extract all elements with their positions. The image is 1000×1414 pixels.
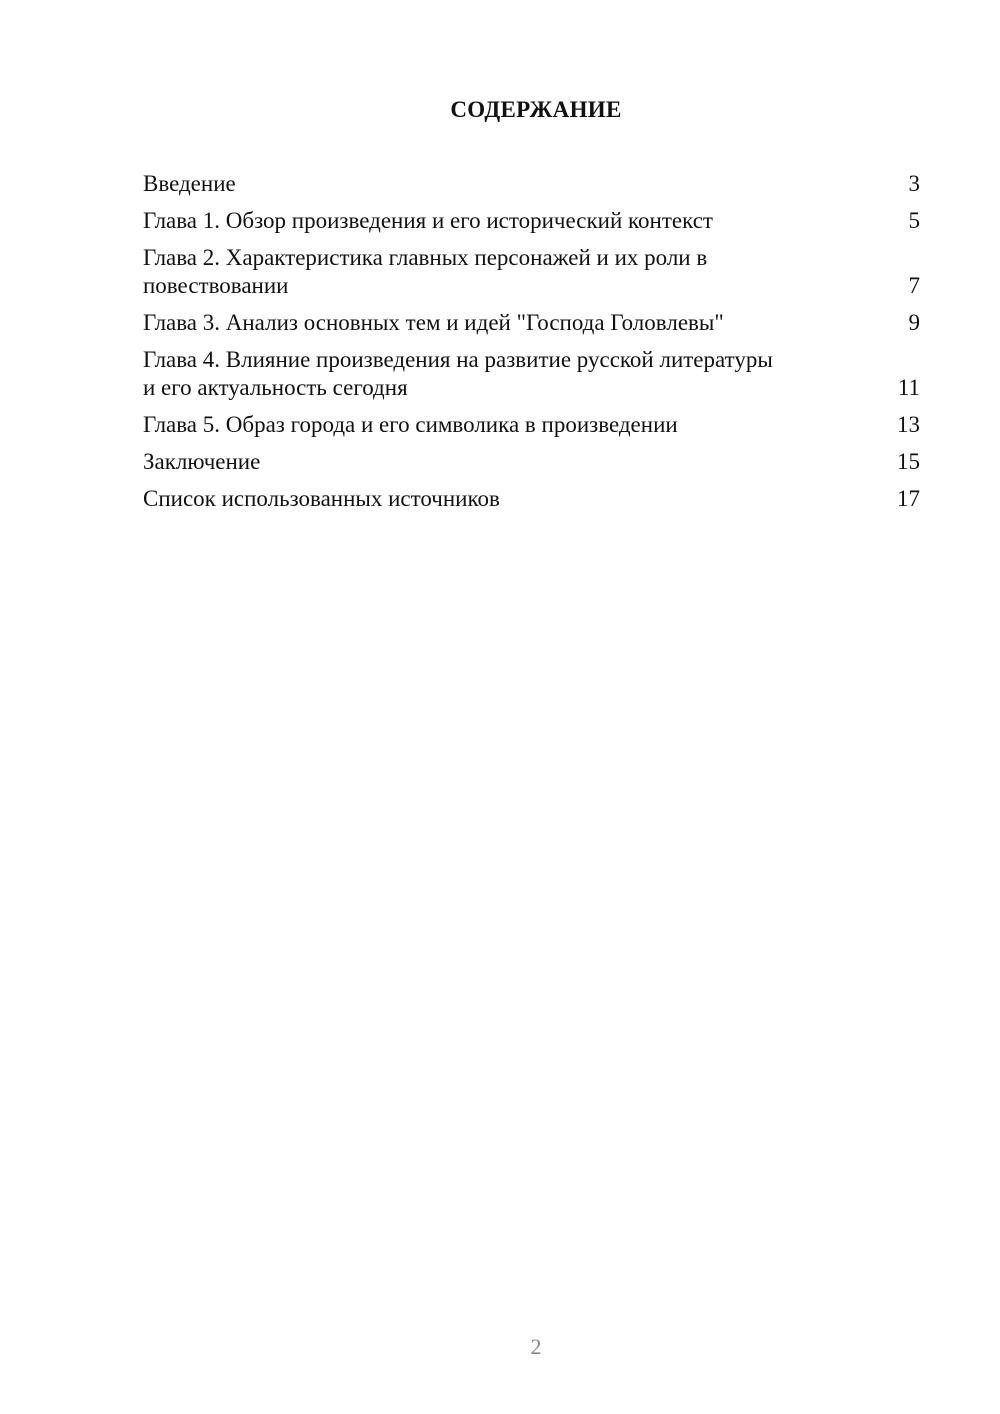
toc-title: СОДЕРЖАНИЕ [450, 97, 622, 122]
table-of-contents [143, 170, 920, 522]
toc-entry-page: 9 [908, 310, 920, 335]
toc-entry-text: Глава 5. Образ города и его символика в произведении [143, 412, 678, 437]
toc-entry-chapter-1 [143, 207, 920, 235]
toc-entry-text: Глава 1. Обзор произведения и его исторический контекст [143, 208, 713, 233]
page-number: 2 [530, 1334, 542, 1359]
toc-entry-page: 11 [897, 375, 920, 400]
toc-entry-page: 3 [908, 171, 920, 196]
toc-entry-chapter-3 [143, 309, 920, 337]
toc-entry-references [143, 485, 920, 513]
toc-entry-page: 7 [908, 273, 920, 298]
toc-entry-page: 15 [897, 449, 920, 474]
toc-entry-text: Глава 4. Влияние произведения на развитие русской литературы и его актуальность сегодня [143, 347, 773, 400]
toc-entry-chapter-5 [143, 411, 920, 439]
toc-entry-conclusion [143, 448, 920, 476]
toc-entry-chapter-2 [143, 244, 920, 300]
toc-entry-text: Заключение [143, 449, 261, 474]
toc-entry-text: Список использованных источников [143, 486, 500, 511]
toc-entry-chapter-4 [143, 346, 920, 402]
toc-entry-page: 13 [897, 412, 920, 437]
toc-entry-page: 5 [908, 208, 920, 233]
toc-entry-text: Введение [143, 171, 236, 196]
toc-entry-text: Глава 2. Характеристика главных персонажей и их роли в повествовании [143, 245, 708, 298]
toc-entry-introduction [143, 170, 920, 198]
toc-entry-text: Глава 3. Анализ основных тем и идей "Господа Головлевы" [143, 310, 724, 335]
toc-entry-page: 17 [897, 486, 920, 511]
